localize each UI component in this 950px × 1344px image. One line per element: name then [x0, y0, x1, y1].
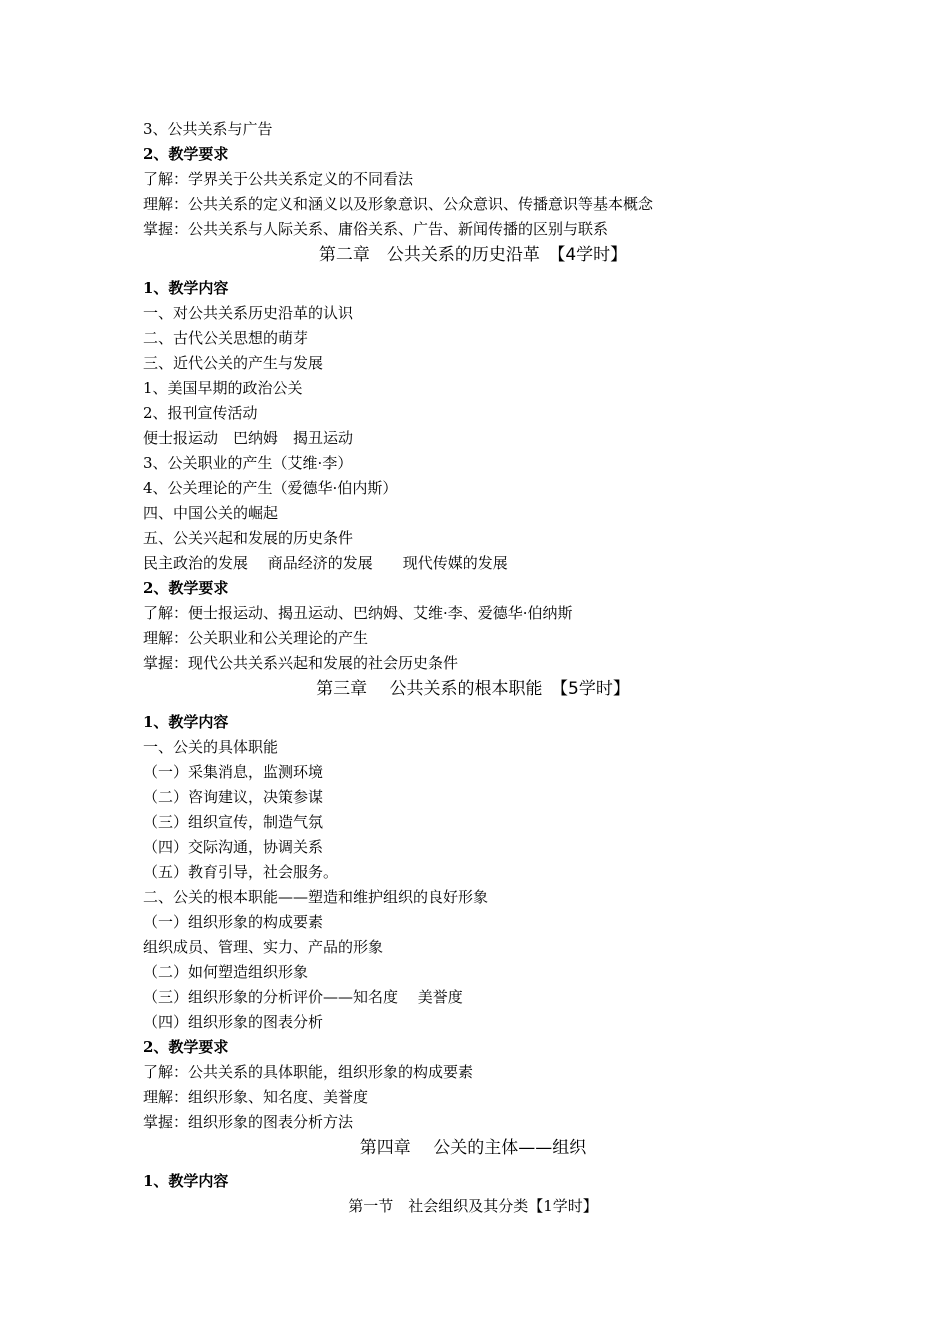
- text-line: 一、公关的具体职能: [143, 738, 279, 756]
- text-line: 3、公共关系与广告: [143, 120, 273, 138]
- text-line: 理解：公共关系的定义和涵义以及形象意识、公众意识、传播意识等基本概念: [143, 195, 654, 213]
- text-line: 4、公关理论的产生（爱德华·伯内斯）: [143, 479, 398, 497]
- text-line: （三）组织宣传，制造气氛: [143, 813, 324, 831]
- text-line: （五）教育引导，社会服务。: [143, 863, 339, 881]
- section-heading: 2、教学要求: [143, 145, 229, 163]
- subsection-title: 第一节 社会组织及其分类【1学时】: [348, 1197, 598, 1215]
- text-line: （一）组织形象的构成要素: [143, 913, 324, 931]
- chapter-title: 第三章 公共关系的根本职能 【5学时】: [316, 679, 630, 699]
- chapter-title: 第四章 公关的主体——组织: [359, 1138, 587, 1158]
- text-line: 二、公关的根本职能——塑造和维护组织的良好形象: [143, 888, 489, 906]
- text-line: 理解：组织形象、知名度、美誉度: [143, 1088, 369, 1106]
- text-line: （二）如何塑造组织形象: [143, 963, 309, 981]
- text-line: 了解：公共关系的具体职能，组织形象的构成要素: [143, 1063, 474, 1081]
- text-line: 一、对公共关系历史沿革的认识: [143, 304, 354, 322]
- section-heading: 1、教学内容: [143, 713, 229, 731]
- text-line: （三）组织形象的分析评价——知名度 美誉度: [143, 988, 463, 1006]
- text-line: （一）采集消息，监测环境: [143, 763, 324, 781]
- text-line: 民主政治的发展 商品经济的发展 现代传媒的发展: [143, 554, 508, 572]
- text-line: 五、公关兴起和发展的历史条件: [143, 529, 354, 547]
- text-line: 四、中国公关的崛起: [143, 504, 279, 522]
- section-heading: 1、教学内容: [143, 1172, 229, 1190]
- text-line: 1、美国早期的政治公关: [143, 379, 303, 397]
- document-body: [143, 117, 803, 1219]
- text-line: 便士报运动 巴纳姆 揭丑运动: [143, 429, 354, 447]
- section-heading: 2、教学要求: [143, 579, 229, 597]
- text-line: 2、报刊宣传活动: [143, 404, 258, 422]
- section-heading: 1、教学内容: [143, 279, 229, 297]
- text-line: （四）交际沟通，协调关系: [143, 838, 324, 856]
- section-heading: 2、教学要求: [143, 1038, 229, 1056]
- chapter-title: 第二章 公共关系的历史沿革 【4学时】: [318, 245, 628, 265]
- text-line: 掌握：公共关系与人际关系、庸俗关系、广告、新闻传播的区别与联系: [143, 220, 609, 238]
- text-line: 三、近代公关的产生与发展: [143, 354, 324, 372]
- text-line: 理解：公关职业和公关理论的产生: [143, 629, 369, 647]
- text-line: 3、公关职业的产生（艾维·李）: [143, 454, 353, 472]
- text-line: 掌握：组织形象的图表分析方法: [143, 1113, 354, 1131]
- text-line: 了解：学界关于公共关系定义的不同看法: [143, 170, 414, 188]
- text-line: 了解：便士报运动、揭丑运动、巴纳姆、艾维·李、爱德华·伯纳斯: [143, 604, 573, 622]
- text-line: 二、古代公关思想的萌芽: [143, 329, 309, 347]
- text-line: 组织成员、管理、实力、产品的形象: [143, 938, 384, 956]
- text-line: （四）组织形象的图表分析: [143, 1013, 324, 1031]
- text-line: （二）咨询建议，决策参谋: [143, 788, 324, 806]
- text-line: 掌握：现代公共关系兴起和发展的社会历史条件: [143, 654, 459, 672]
